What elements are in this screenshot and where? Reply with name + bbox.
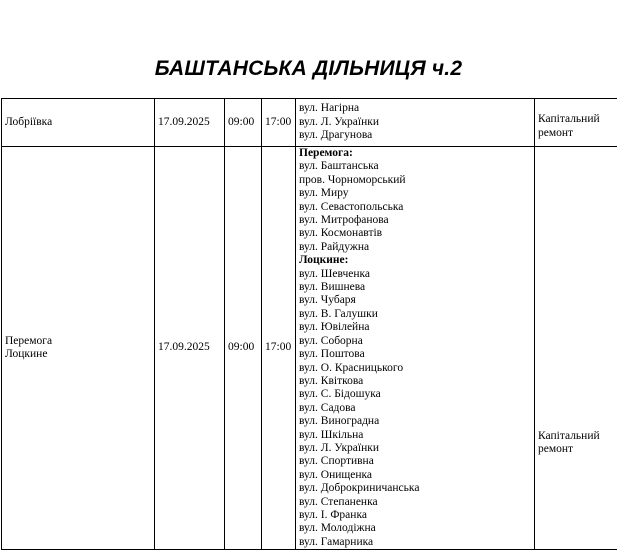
street-group-heading: Лоцкине: [299, 254, 349, 267]
work-type-text: Капітальний [538, 429, 600, 442]
street-name: вул. Садова [299, 401, 356, 414]
street-name: вул. О. Красницького [299, 361, 404, 374]
street-name: пров. Чорноморський [299, 173, 406, 186]
time-to-cell: 17:00 [262, 147, 296, 550]
streets-cell [296, 147, 535, 550]
street-name: вул. Молодіжна [299, 522, 376, 535]
street-name: вул. Степаненка [299, 495, 378, 508]
table-row [2, 147, 617, 550]
table-row [2, 99, 617, 147]
work-type-cell [535, 147, 617, 550]
street-name: вул. Соборна [299, 334, 363, 347]
street-name: вул. Шевченка [299, 267, 371, 280]
street-name: вул. Онищенка [299, 468, 373, 481]
street-name: вул. Шкільна [299, 428, 364, 441]
time-to-cell: 17:00 [262, 99, 296, 147]
street-name: вул. Чубаря [299, 294, 356, 307]
settlement-name: Перемога [5, 334, 53, 347]
work-type-text: Капітальний [538, 113, 600, 126]
street-name: вул. Митрофанова [299, 214, 389, 227]
street-name: вул. Спортивна [299, 455, 374, 468]
settlement-name: Лобріївка [5, 115, 53, 128]
settlement-name: Лоцкине [5, 348, 48, 361]
street-name: вул. Гамарника [299, 535, 374, 548]
street-name: вул. Квіткова [299, 374, 364, 387]
street-name: вул. Виноградна [299, 415, 380, 428]
street-name: вул. Нагірна [299, 102, 360, 115]
time-from-cell: 09:00 [225, 99, 262, 147]
street-name: вул. Доброкриничанська [299, 482, 420, 495]
street-name: вул. Л. Українки [299, 441, 379, 454]
street-name: вул. Космонавтів [299, 227, 383, 240]
street-name: вул. Л. Українки [299, 115, 379, 128]
street-name: вул. Поштова [299, 348, 365, 361]
date-cell: 17.09.2025 [155, 147, 225, 550]
work-type-cell [535, 99, 617, 147]
street-name: вул. С. Бідошука [299, 388, 381, 401]
outage-schedule-table [1, 98, 617, 550]
settlement-cell [2, 147, 155, 550]
street-name: вул. Драгунова [299, 129, 373, 142]
document-title: БАШТАНСЬКА ДІЛЬНИЦЯ ч.2 [154, 57, 463, 80]
street-name: вул. І. Франка [299, 508, 367, 521]
street-name: вул. Ювілейна [299, 321, 370, 334]
work-type-text: ремонт [538, 443, 574, 456]
streets-cell [296, 99, 535, 147]
street-name: вул. Севастопольська [299, 200, 404, 213]
street-name: вул. Баштанська [299, 160, 379, 173]
time-from-cell: 09:00 [225, 147, 262, 550]
settlement-cell [2, 99, 155, 147]
street-group-heading: Перемога: [299, 147, 353, 159]
street-name: вул. Райдужна [299, 240, 370, 253]
street-name: вул. Вишнева [299, 281, 366, 294]
street-name: вул. Миру [299, 187, 349, 200]
date-cell: 17.09.2025 [155, 99, 225, 147]
work-type-text: ремонт [538, 126, 574, 139]
street-name: вул. В. Галушки [299, 307, 378, 320]
